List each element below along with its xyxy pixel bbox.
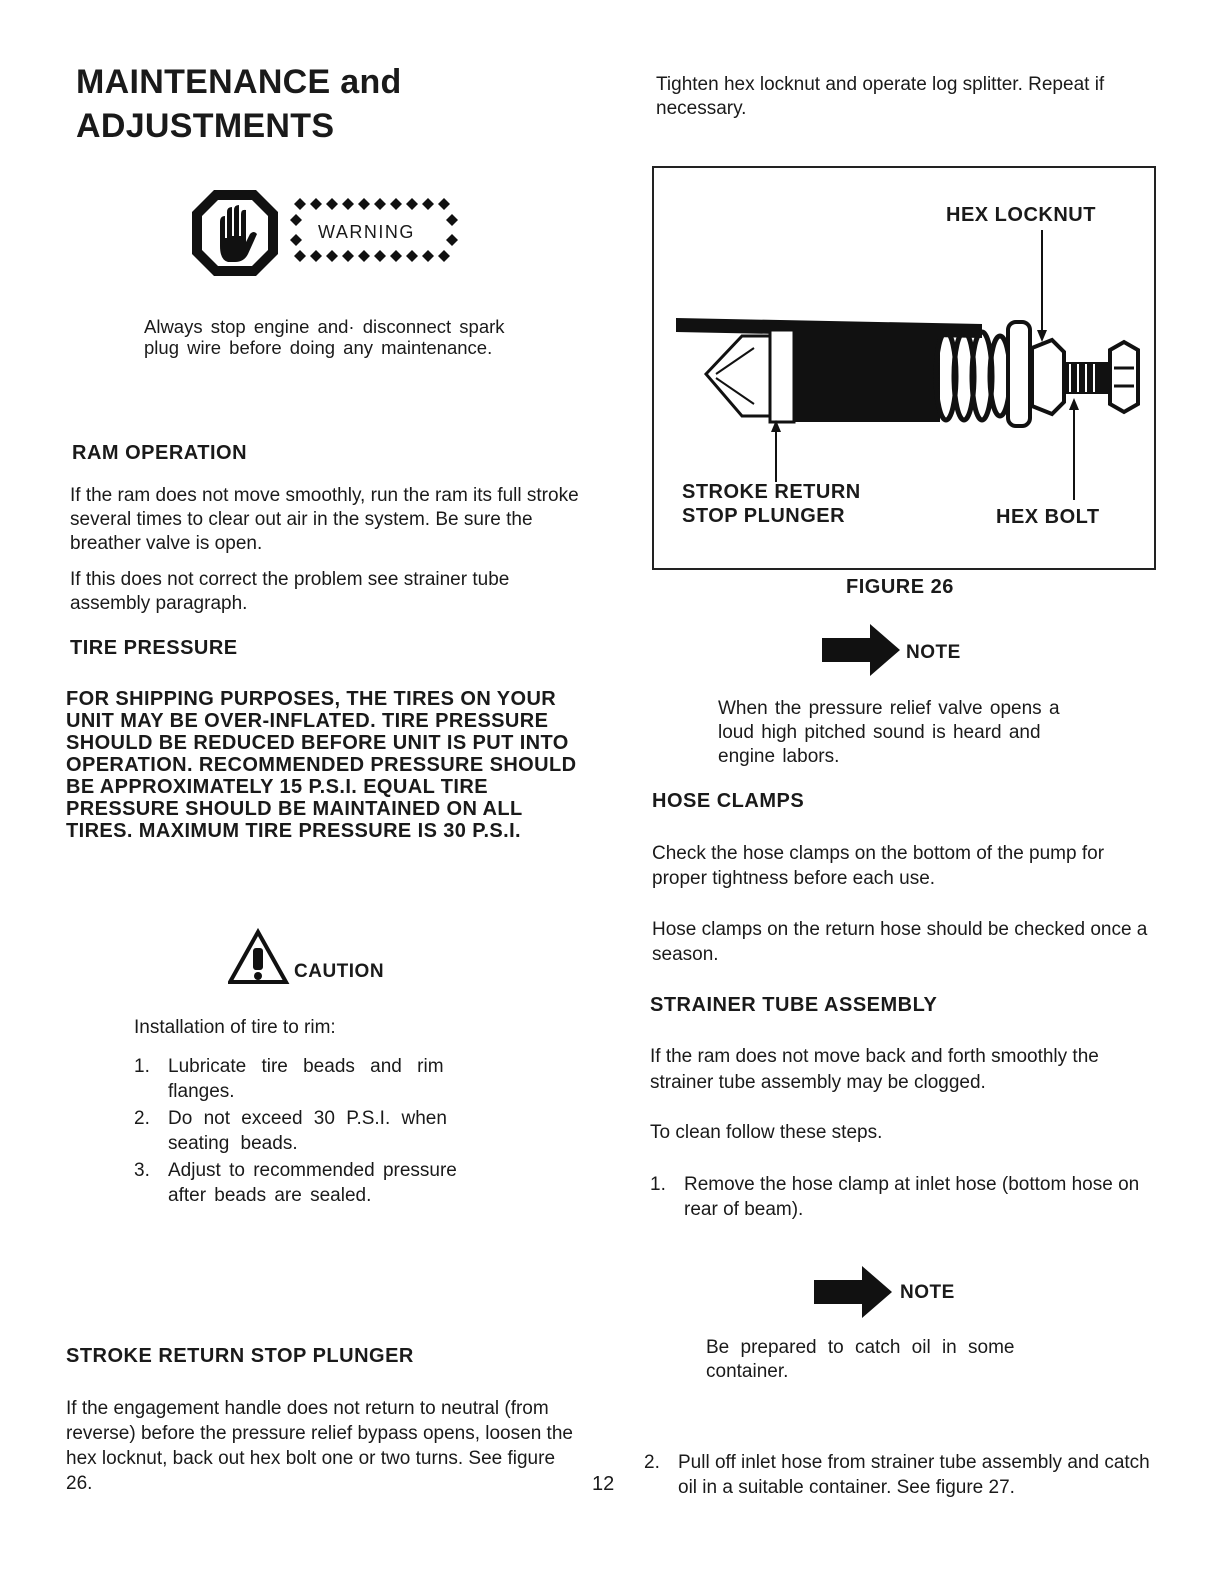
note-2-text: Be prepared to catch oil in some container. — [706, 1337, 1015, 1382]
hose-clamps-heading: HOSE CLAMPS — [652, 790, 805, 812]
ram-paragraph-1: If the ram does not move smoothly, run the ram its full stroke several times to clear out air in the system. Be sure the breather valve is open. — [70, 485, 579, 554]
caution-triangle-icon — [228, 928, 292, 986]
label-hex-locknut: HEX LOCKNUT — [946, 204, 1096, 226]
title-line-2: ADJUSTMENTS — [76, 107, 335, 145]
list-item: 3. Adjust to recommended pressure after beads are sealed. — [134, 1160, 457, 1206]
page-title — [76, 60, 402, 148]
label-stroke-return-stop-plunger: STROKE RETURN STOP PLUNGER — [682, 481, 861, 527]
stroke-return-heading: STROKE RETURN STOP PLUNGER — [66, 1345, 414, 1367]
note-1-text: When the pressure relief valve opens a loud high pitched sound is heard and engine labors. — [718, 698, 1060, 767]
page-number: 12 — [592, 1473, 615, 1495]
ram-paragraph-2: If this does not correct the problem see strainer tube assembly paragraph. — [70, 569, 510, 614]
hose-clamps-paragraph-2: Hose clamps on the return hose should be checked once a season. — [652, 919, 1148, 965]
label-hex-bolt: HEX BOLT — [996, 506, 1100, 528]
note-arrow-icon — [822, 624, 902, 676]
ram-operation-heading: RAM OPERATION — [72, 442, 248, 464]
warning-text: Always stop engine and· disconnect spark plug wire before doing any maintenance. — [144, 316, 505, 358]
install-intro: Installation of tire to rim: — [134, 1017, 336, 1038]
hose-clamps-paragraph-1: Check the hose clamps on the bottom of the pump for proper tightness before each use. — [652, 843, 1105, 889]
warning-label: WARNING — [318, 222, 415, 242]
strainer-paragraph-2: To clean follow these steps. — [650, 1122, 883, 1143]
list-item: 1. Lubricate tire beads and rim flanges. — [134, 1056, 444, 1102]
intro-text: Tighten hex locknut and operate log splitter. Repeat if necessary. — [656, 74, 1105, 119]
stroke-return-text: If the engagement handle does not return to neutral (from reverse) before the pressure relief bypass opens, loosen the hex locknut, back out hex bolt one or two turns. See figure 26. — [66, 1398, 573, 1494]
note-arrow-icon-2 — [814, 1266, 894, 1318]
figure-26-caption: FIGURE 26 — [846, 576, 954, 598]
caution-label: CAUTION — [294, 961, 385, 982]
tire-pressure-heading: TIRE PRESSURE — [70, 637, 238, 659]
strainer-tube-heading: STRAINER TUBE ASSEMBLY — [650, 994, 938, 1016]
install-steps-list — [134, 1054, 494, 1208]
note-1-label: NOTE — [906, 642, 961, 663]
note-2-label: NOTE — [900, 1282, 955, 1303]
strainer-step-1: 1. Remove the hose clamp at inlet hose (bottom hose on rear of beam). — [650, 1174, 1140, 1220]
title-line-1: MAINTENANCE and — [76, 63, 402, 101]
strainer-step-2: 2. Pull off inlet hose from strainer tube assembly and catch oil in a suitable container. See figure 27. — [644, 1452, 1150, 1498]
strainer-paragraph-1: If the ram does not move back and forth smoothly the strainer tube assembly may be clogged. — [650, 1046, 1099, 1093]
list-item: 2. Do not exceed 30 P.S.I. when seating beads. — [134, 1108, 447, 1154]
figure-26 — [652, 166, 1156, 570]
tire-pressure-text: FOR SHIPPING PURPOSES, THE TIRES ON YOUR UNIT MAY BE OVER-INFLATED. TIRE PRESSURE SHOULD BE REDUCED BEFORE UNIT IS PUT INTO OPERATION. RECOMMENDED PRESSURE SHOULD BE APPROXIMATELY 15 P.S.I. EQUAL TIRE PRESSURE SHOULD BE MAINTAINED ON ALL TIRES. MAXIMUM TIRE PRESSURE IS 30 P.S.I. — [66, 688, 577, 842]
